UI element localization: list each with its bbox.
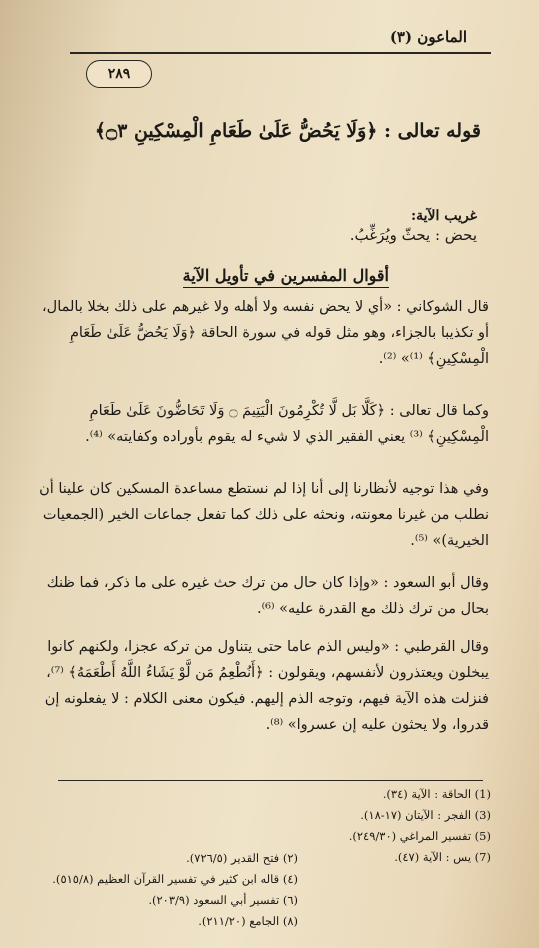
paragraph-qurtubi: وقال القرطبي : «وليس الذم عاما حتى يتناول من تركه عجزا، ولكنهم كانوا يبخلون ويعتذرون لأنفسهم، ويقولون : ﴿أَنُطْعِمُ مَن لَّوْ يَشَاءُ اللَّهُ أَطْعَمَهُ﴾ ⁽⁷⁾، فنزلت هذه الآية فيهم، وتوجه الذم إليهم. فيكون معنى الكلام : لا يفعلونه إن قدروا، ولا يحثون عليه إن عسروا» ⁽⁸⁾. <box>44 639 489 733</box>
footnote: (7) يس : الآية (٤٧). <box>394 850 491 864</box>
footnote: (٨) الجامع (٢١١/٢٠). <box>198 914 298 928</box>
running-header-title: الماعون (٣) <box>389 28 467 46</box>
footnotes-right-column <box>271 784 491 868</box>
footnote-rule <box>58 780 483 781</box>
gharib-heading: غريب الآية: <box>410 208 477 224</box>
footnote: (3) الفجر : الآيتان (١٧-١٨). <box>360 808 491 822</box>
footnote: (٦) تفسير أبي السعود (٢٠٣/٩). <box>148 893 298 907</box>
paragraph-shawkani: قال الشوكاني : «أي لا يحض نفسه ولا أهله ولا غيرهم على ذلك بخلا بالمال، أو تكذيبا بالجزاء، وهو مثل قوله في سورة الحاقة ﴿وَلَا يَحُضُّ عَلَىٰ طَعَامِ الْمِسْكِينِ﴾ ⁽¹⁾» ⁽²⁾. <box>42 299 489 367</box>
gharib-gloss: يحض : يحثّ ويُرَغِّبُ. <box>349 226 477 244</box>
page-number-badge <box>86 60 152 88</box>
footnote: (5) تفسير المراغي (٢٤٩/٣٠). <box>348 829 491 843</box>
header-rule <box>70 52 491 54</box>
section-heading: أقوال المفسرين في تأويل الآية <box>183 266 389 288</box>
footnote: (٤) قاله ابن كثير في تفسير القرآن العظيم (٥١٥/٨). <box>52 872 298 886</box>
footnotes-left-column <box>38 848 298 932</box>
footnote: (٢) فتح القدير (٧٢٦/٥). <box>186 851 298 865</box>
paragraph-guidance: وفي هذا توجيه لأنظارنا إلى أنا إذا لم نستطع مساعدة المسكين كان علينا أن نطلب من غيرنا معونته، ونحثه على ذلك كما تفعل جماعات الخير (الجمعيات الخيرية)» ⁽⁵⁾. <box>39 481 489 549</box>
page-number: ٢٨٩ <box>107 66 131 82</box>
paragraph-verse: وكما قال تعالى : ﴿كَلَّا بَل لَّا تُكْرِمُونَ الْيَتِيمَ ۝ وَلَا تَحَاضُّونَ عَلَىٰ طَعَامِ الْمِسْكِينِ﴾ ⁽³⁾ يعني الفقير الذي لا شيء له يقوم بأوراده وكفايته» ⁽⁴⁾. <box>85 403 489 445</box>
paragraph-abu-saud: وقال أبو السعود : «وإذا كان حال من ترك حث غيره على ما ذكر، فما ظنك بحال من ترك ذلك مع القدرة عليه» ⁽⁶⁾. <box>46 575 489 617</box>
ayah-quote: قوله تعالى : ﴿وَلَا يَحُضُّ عَلَىٰ طَعَامِ الْمِسْكِينِ ۝٣﴾ <box>94 120 481 142</box>
footnote: (1) الحاقة : الآية (٣٤). <box>382 787 491 801</box>
